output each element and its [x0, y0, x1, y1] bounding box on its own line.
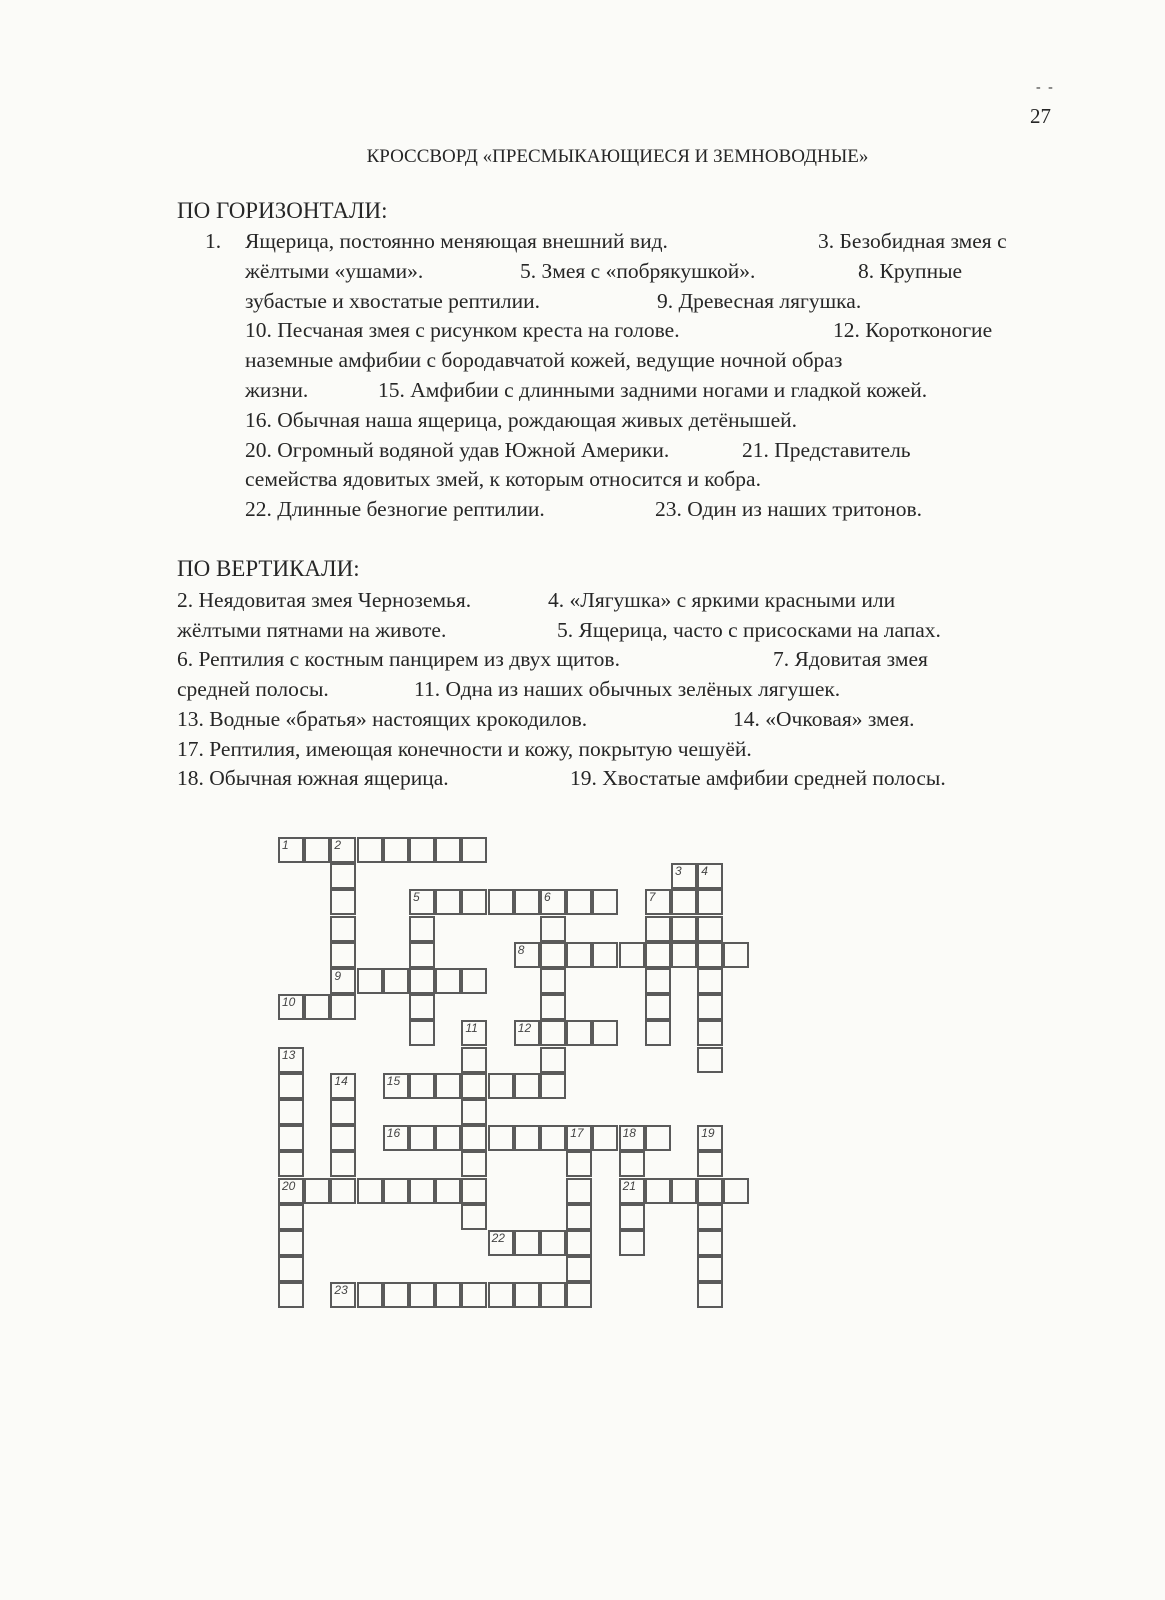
crossword-cell[interactable] — [278, 1073, 304, 1099]
crossword-cell[interactable] — [540, 1125, 566, 1151]
crossword-cell[interactable] — [514, 1020, 540, 1046]
across-clue-text: 22. Длинные безногие рептилии. — [245, 497, 545, 522]
down-clue-text: 17. Рептилия, имеющая конечности и кожу, покрытую чешуёй. — [177, 736, 752, 761]
crossword-cell[interactable] — [619, 1178, 645, 1204]
crossword-cell[interactable] — [357, 1178, 383, 1204]
across-clue-text: 20. Огромный водяной удав Южной Америки. — [245, 437, 670, 462]
crossword-cell[interactable] — [566, 889, 592, 915]
crossword-cell[interactable] — [330, 889, 356, 915]
page-title: КРОССВОРД «ПРЕСМЫКАЮЩИЕСЯ И ЗЕМНОВОДНЫЕ» — [366, 146, 869, 167]
clue-number: 8 — [517, 942, 525, 957]
crossword-cell[interactable] — [566, 1282, 592, 1308]
across-clue-text: 21. Представитель — [742, 437, 911, 462]
crossword-cell[interactable] — [278, 1099, 304, 1125]
crossword-cell[interactable] — [278, 837, 304, 863]
crossword-cell[interactable] — [383, 837, 409, 863]
crossword-cell[interactable] — [566, 1151, 592, 1177]
crossword-cell[interactable] — [435, 1073, 461, 1099]
crossword-cell[interactable] — [540, 942, 566, 968]
crossword-cell[interactable] — [697, 1020, 723, 1046]
crossword-cell[interactable] — [409, 916, 435, 942]
crossword-cell[interactable] — [409, 994, 435, 1020]
crossword-cell[interactable] — [645, 942, 671, 968]
crossword-cell[interactable] — [645, 1125, 671, 1151]
clue-number: 3 — [675, 864, 682, 879]
clue-number: 2 — [334, 838, 342, 852]
crossword-cell[interactable] — [435, 837, 461, 863]
crossword-cell[interactable] — [330, 1282, 356, 1308]
crossword-cell[interactable] — [461, 837, 487, 863]
page-number: 27 — [1030, 104, 1051, 128]
crossword-cell[interactable] — [671, 942, 697, 968]
crossword-cell[interactable] — [383, 1282, 409, 1308]
crossword-cell[interactable] — [409, 1073, 435, 1099]
crossword-cell[interactable] — [697, 1047, 723, 1073]
crossword-cell[interactable] — [383, 1125, 409, 1151]
crossword-cell[interactable] — [330, 837, 356, 863]
across-clue-text: 1. — [205, 229, 222, 253]
crossword-cell[interactable] — [461, 889, 487, 915]
crossword-cell[interactable] — [514, 889, 540, 915]
crossword-cell[interactable] — [514, 942, 540, 968]
down-clue-text: 19. Хвостатые амфибии средней полосы. — [570, 766, 946, 791]
crossword-cell[interactable] — [330, 994, 356, 1020]
crossword-cell[interactable] — [540, 1230, 566, 1256]
crossword-cell[interactable] — [671, 916, 697, 942]
clue-number: 22 — [491, 1231, 505, 1245]
clue-number: 18 — [622, 1126, 636, 1141]
crossword-cell[interactable] — [461, 1204, 487, 1230]
crossword-cell[interactable] — [409, 1178, 435, 1204]
crossword-cell[interactable] — [435, 889, 461, 915]
crossword-cell[interactable] — [645, 968, 671, 994]
crossword-cell[interactable] — [697, 994, 723, 1020]
across-clue-text: семейства ядовитых змей, к которым относится и кобра. — [245, 467, 761, 492]
crossword-cell[interactable] — [461, 1125, 487, 1151]
crossword-cell[interactable] — [697, 942, 723, 968]
crossword-cell[interactable] — [671, 863, 697, 889]
crossword-cell[interactable] — [435, 1178, 461, 1204]
down-clue-text: 13. Водные «братья» настоящих крокодилов. — [177, 706, 588, 731]
clue-number: 1 — [282, 838, 289, 852]
down-clue-text: средней полосы. — [177, 677, 329, 702]
across-clue-text: 23. Один из наших тритонов. — [655, 497, 922, 522]
across-clue-text: Ящерица, постоянно меняющая внешний вид. — [245, 229, 668, 253]
crossword-cell[interactable] — [619, 1230, 645, 1256]
crossword-cell[interactable] — [488, 1125, 514, 1151]
crossword-cell[interactable] — [697, 863, 723, 889]
down-clue-text: 14. «Очковая» змея. — [733, 706, 915, 731]
crossword-cell[interactable] — [278, 1230, 304, 1256]
crossword-cell[interactable] — [330, 863, 356, 889]
clue-number: 15 — [386, 1073, 401, 1088]
crossword-cell[interactable] — [723, 942, 749, 968]
crossword-cell[interactable] — [330, 968, 356, 994]
crossword-cell[interactable] — [278, 1256, 304, 1282]
down-clue-text: 18. Обычная южная ящерица. — [177, 766, 449, 791]
across-clue-text: наземные амфибии с бородавчатой кожей, ведущие ночной образ — [245, 348, 843, 373]
crossword-cell[interactable] — [357, 837, 383, 863]
across-clue-text: зубастые и хвостатые рептилии. — [245, 288, 540, 313]
clue-number: 16 — [386, 1126, 401, 1141]
crossword-cell[interactable] — [671, 889, 697, 915]
clue-number: 9 — [334, 969, 342, 983]
crossword-cell[interactable] — [566, 942, 592, 968]
crossword-cell[interactable] — [592, 889, 618, 915]
crossword-cell[interactable] — [540, 1020, 566, 1046]
down-clue-text: 11. Одна из наших обычных зелёных лягушек. — [414, 677, 841, 702]
crossword-cell[interactable] — [278, 1125, 304, 1151]
crossword-cell[interactable] — [435, 968, 461, 994]
across-clue-text: жёлтыми «ушами». — [245, 258, 424, 283]
across-clue-text: 5. Змея с «побрякушкой». — [520, 258, 756, 283]
crossword-cell[interactable] — [435, 1282, 461, 1308]
crossword-cell[interactable] — [330, 1099, 356, 1125]
crossword-cell[interactable] — [566, 1256, 592, 1282]
crossword-cell[interactable] — [697, 1178, 723, 1204]
clue-number: 10 — [282, 995, 296, 1010]
down-clue-text: 5. Ящерица, часто с присосками на лапах. — [557, 617, 941, 642]
crossword-cell[interactable] — [514, 1125, 540, 1151]
crossword-cell[interactable] — [409, 1125, 435, 1151]
crossword-cell[interactable] — [697, 1204, 723, 1230]
crossword-cell[interactable] — [697, 1125, 723, 1151]
crossword-cell[interactable] — [409, 968, 435, 994]
crossword-cell[interactable] — [304, 994, 330, 1020]
crossword-cell[interactable] — [357, 968, 383, 994]
crossword-cell[interactable] — [592, 1020, 618, 1046]
clue-number: 13 — [282, 1047, 296, 1062]
crossword-cell[interactable] — [540, 1047, 566, 1073]
crossword-cell[interactable] — [592, 942, 618, 968]
down-clue-text: жёлтыми пятнами на животе. — [177, 617, 447, 642]
crossword-cell[interactable] — [330, 1151, 356, 1177]
crossword-cell[interactable] — [383, 1073, 409, 1099]
crossword-cell[interactable] — [409, 837, 435, 863]
crossword-cell[interactable] — [278, 1282, 304, 1308]
clue-number: 20 — [282, 1178, 296, 1193]
crossword-cell[interactable] — [461, 1047, 487, 1073]
clue-number: 17 — [570, 1126, 584, 1141]
across-clue-text: 12. Коротконогие — [833, 318, 993, 343]
down-clue-text: 6. Рептилия с костным панцирем из двух щитов. — [177, 647, 620, 672]
crossword-cell[interactable] — [278, 1204, 304, 1230]
crossword-cell[interactable] — [461, 1020, 487, 1046]
crossword-cell[interactable] — [409, 1020, 435, 1046]
crossword-cell[interactable] — [461, 1282, 487, 1308]
crossword-cell[interactable] — [383, 1178, 409, 1204]
clue-number: 23 — [334, 1283, 348, 1298]
crossword-cell[interactable] — [435, 1125, 461, 1151]
crossword-cell[interactable] — [619, 1151, 645, 1177]
clue-number: 4 — [701, 864, 708, 879]
crossword-cell[interactable] — [330, 1073, 356, 1099]
crossword-cell[interactable] — [488, 1230, 514, 1256]
crossword-cell[interactable] — [697, 1151, 723, 1177]
crossword-cell[interactable] — [697, 1256, 723, 1282]
across-clue-text: 3. Безобидная змея с — [818, 229, 1007, 253]
down-clue-text: 2. Неядовитая змея Черноземья. — [177, 588, 472, 612]
crossword-cell[interactable] — [540, 994, 566, 1020]
crossword-cell[interactable] — [619, 1204, 645, 1230]
crossword-cell[interactable] — [645, 1178, 671, 1204]
across-clue-text: 9. Древесная лягушка. — [657, 288, 862, 313]
across-clue-text: 8. Крупные — [858, 258, 963, 283]
down-clue-text: 7. Ядовитая змея — [773, 647, 928, 672]
crossword-cell[interactable] — [592, 1125, 618, 1151]
crossword-cell[interactable] — [409, 889, 435, 915]
clue-number: 14 — [334, 1073, 348, 1088]
crossword-cell[interactable] — [566, 1230, 592, 1256]
crossword-cell[interactable] — [697, 916, 723, 942]
across-clue-text: жизни. — [245, 378, 309, 402]
crossword-cell[interactable] — [697, 1230, 723, 1256]
down-clue-text: 4. «Лягушка» с яркими красными или — [548, 588, 896, 612]
across-clue-text: 15. Амфибии с длинными задними ногами и гладкой кожей. — [378, 378, 928, 402]
crossword-cell[interactable] — [697, 889, 723, 915]
across-clue-text: 16. Обычная наша ящерица, рождающая живых детёнышей. — [245, 407, 798, 432]
crossword-cell[interactable] — [645, 916, 671, 942]
clue-number: 5 — [413, 890, 420, 905]
crossword-cell[interactable] — [540, 968, 566, 994]
crossword-cell[interactable] — [514, 1230, 540, 1256]
crossword-cell[interactable] — [645, 889, 671, 915]
crossword-cell[interactable] — [304, 837, 330, 863]
crossword-cell[interactable] — [330, 1178, 356, 1204]
across-clue-text: 10. Песчаная змея с рисунком креста на голове. — [245, 318, 680, 343]
clue-number: 19 — [701, 1126, 715, 1141]
crossword-cell[interactable] — [409, 1282, 435, 1308]
crossword-cell[interactable] — [723, 1178, 749, 1204]
crossword-cell[interactable] — [383, 968, 409, 994]
crossword-cell[interactable] — [278, 994, 304, 1020]
crossword-cell[interactable] — [488, 889, 514, 915]
clue-number: 11 — [465, 1021, 478, 1036]
crossword-cell[interactable] — [461, 1151, 487, 1177]
clue-number: 21 — [622, 1178, 636, 1193]
crossword-cell[interactable] — [330, 916, 356, 942]
crossword-cell[interactable] — [566, 1125, 592, 1151]
crossword-cell[interactable] — [645, 994, 671, 1020]
clue-number: 12 — [517, 1021, 532, 1036]
across-heading: ПО ГОРИЗОНТАЛИ: — [177, 198, 388, 223]
crossword-cell[interactable] — [540, 916, 566, 942]
crossword-cell[interactable] — [566, 1020, 592, 1046]
crossword-cell[interactable] — [619, 1125, 645, 1151]
crossword-cell[interactable] — [461, 1073, 487, 1099]
crossword-cell[interactable] — [461, 968, 487, 994]
crossword-cell[interactable] — [619, 942, 645, 968]
crossword-cell[interactable] — [278, 1151, 304, 1177]
crossword-cell[interactable] — [409, 942, 435, 968]
crossword-cell[interactable] — [566, 1204, 592, 1230]
page-dash-mark: - - — [1036, 80, 1055, 95]
clue-number: 7 — [648, 890, 656, 905]
down-heading: ПО ВЕРТИКАЛИ: — [177, 556, 360, 581]
crossword-cell[interactable] — [540, 1073, 566, 1099]
crossword-cell[interactable] — [330, 942, 356, 968]
crossword-cell[interactable] — [488, 1282, 514, 1308]
clue-number: 6 — [544, 890, 551, 905]
crossword-cell[interactable] — [278, 1178, 304, 1204]
crossword-cell[interactable] — [514, 1282, 540, 1308]
crossword-cell[interactable] — [304, 1178, 330, 1204]
crossword-cell[interactable] — [645, 1020, 671, 1046]
crossword-cell[interactable] — [697, 1282, 723, 1308]
crossword-cell[interactable] — [671, 1178, 697, 1204]
crossword-cell[interactable] — [357, 1282, 383, 1308]
crossword-cell[interactable] — [461, 1099, 487, 1125]
crossword-cell[interactable] — [540, 1282, 566, 1308]
crossword-cell[interactable] — [461, 1178, 487, 1204]
crossword-cell[interactable] — [278, 1047, 304, 1073]
crossword-cell[interactable] — [697, 968, 723, 994]
crossword-cell[interactable] — [330, 1125, 356, 1151]
crossword-cell[interactable] — [488, 1073, 514, 1099]
crossword-cell[interactable] — [514, 1073, 540, 1099]
crossword-cell[interactable] — [540, 889, 566, 915]
crossword-cell[interactable] — [566, 1178, 592, 1204]
